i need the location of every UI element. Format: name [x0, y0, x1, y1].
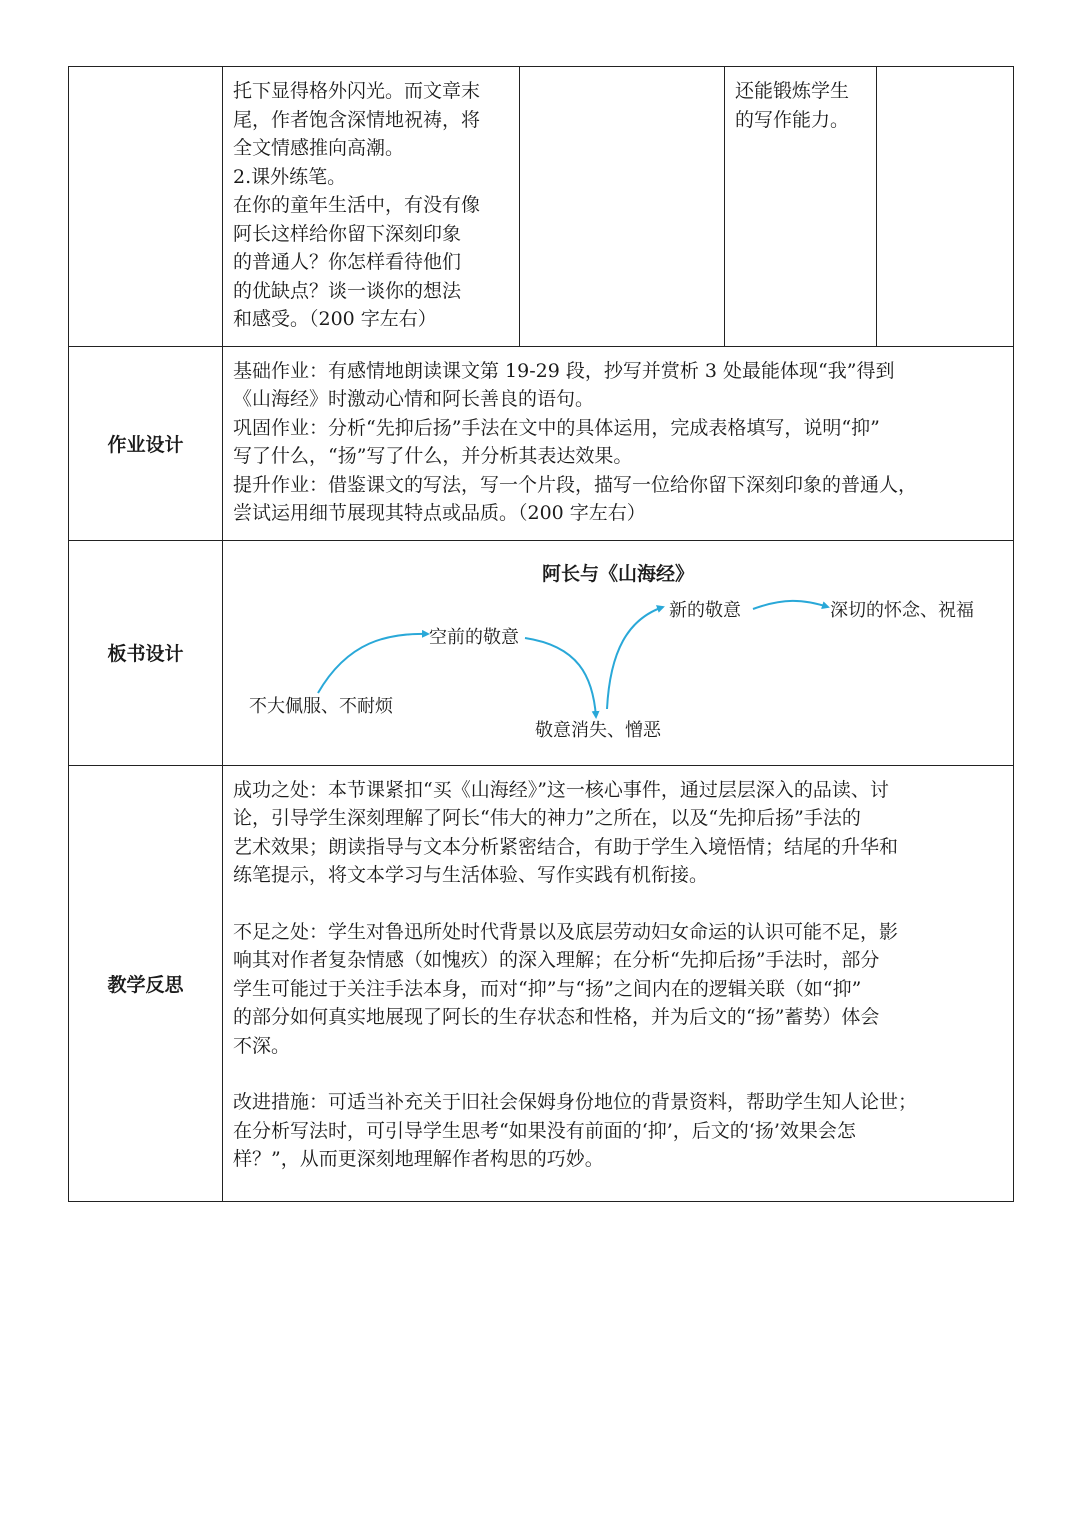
text-line: 托下显得格外闪光。而文章末 [233, 80, 481, 102]
board-node-2: 空前的敬意 [429, 626, 519, 648]
text-line: 写了什么，“扬”写了什么，并分析其表达效果。 [233, 445, 633, 467]
text-line: 尾，作者饱含深情地祝祷，将 [233, 108, 481, 131]
homework-row [69, 346, 1014, 540]
text-line: 还能锻炼学生 [735, 80, 850, 102]
arrow-4 [753, 600, 828, 608]
board-label: 板书设计 [69, 540, 223, 765]
arrow-1 [318, 633, 428, 692]
continuation-empty-cell [520, 67, 725, 347]
text-line: 基础作业：有感情地朗读课文第 19-29 段，抄写并赏析 3 处最能体现“我”得到 [233, 359, 895, 382]
text-line: 巩固作业：分析“先抑后扬”手法在文中的具体运用，完成表格填写，说明“抑” [233, 416, 880, 439]
text-line: 尝试运用细节展现其特点或品质。（200 字左右） [233, 502, 646, 524]
text-line: 全文情感推向高潮。 [233, 137, 405, 159]
text-line: 学生可能过于关注手法本身，而对“抑”与“扬”之间内在的逻辑关联（如“抑” [233, 977, 862, 1000]
text-line: 不深。 [233, 1034, 291, 1057]
text-line: 艺术效果；朗读指导与文本分析紧密结合，有助于学生入境悟情；结尾的升华和 [233, 835, 899, 858]
text-line: 阿长这样给你留下深刻印象 [233, 222, 462, 245]
text-line: 改进措施：可适当补充关于旧社会保姆身份地位的背景资料，帮助学生知人论世； [233, 1091, 918, 1113]
board-row [69, 540, 1014, 765]
board-node-5: 深切的怀念、祝福 [830, 599, 974, 621]
continuation-purpose-cell [725, 67, 877, 347]
text-line: 成功之处：本节课紧扣“买《山海经》”这一核心事件，通过层层深入的品读、讨 [233, 778, 889, 801]
text-line: 提升作业：借鉴课文的写法，写一个片段，描写一位给你留下深刻印象的普通人， [233, 473, 918, 496]
board-node-3: 敬意消失、憎恶 [535, 719, 661, 741]
text-line: 的部分如何真实地展现了阿长的生存状态和性格，并为后文的“扬”蓄势）体会 [233, 1006, 880, 1028]
arrow-3 [607, 607, 663, 709]
homework-label: 作业设计 [69, 346, 223, 540]
continuation-row [69, 67, 1014, 347]
text-line: 2.课外练笔。 [233, 165, 347, 188]
homework-content [223, 346, 1014, 540]
text-line: 论，引导学生深刻理解了阿长“伟大的神力”之所在，以及“先抑后扬”手法的 [233, 807, 861, 829]
text-line: 的普通人？你怎样看待他们 [233, 251, 462, 273]
text-line: 的写作能力。 [735, 108, 850, 131]
lesson-plan-table [68, 66, 1014, 1202]
text-line: 样？”，从而更深刻地理解作者构思的巧妙。 [233, 1148, 604, 1170]
text-line: 在分析写法时，可引导学生思考“如果没有前面的‘抑’，后文的‘扬’效果会怎 [233, 1119, 856, 1142]
continuation-label-cell [69, 67, 223, 347]
reflection-label: 教学反思 [69, 765, 223, 1201]
text-line: 在你的童年生活中，有没有像 [233, 194, 481, 216]
text-line: 响其对作者复杂情感（如愧疚）的深入理解；在分析“先抑后扬”手法时，部分 [233, 949, 880, 971]
continuation-content-cell [223, 67, 520, 347]
board-content [223, 540, 1014, 765]
text-line: 不足之处：学生对鲁迅所处时代背景以及底层劳动妇女命运的认识可能不足，影 [233, 920, 899, 943]
text-line: 《山海经》时激动心情和阿长善良的语句。 [233, 388, 595, 410]
text-line: 练笔提示，将文本学习与生活体验、写作实践有机衔接。 [233, 864, 709, 886]
board-node-4: 新的敬意 [669, 599, 741, 621]
board-diagram [223, 541, 1013, 763]
board-title: 阿长与《山海经》 [541, 562, 694, 585]
reflection-content [223, 765, 1014, 1201]
text-line: 的优缺点？谈一谈你的想法 [233, 279, 462, 302]
board-node-1: 不大佩服、不耐烦 [249, 695, 393, 717]
arrow-2 [525, 638, 596, 717]
continuation-last-cell [877, 67, 1014, 347]
reflection-row [69, 765, 1014, 1201]
text-line: 和感受。（200 字左右） [233, 308, 437, 330]
